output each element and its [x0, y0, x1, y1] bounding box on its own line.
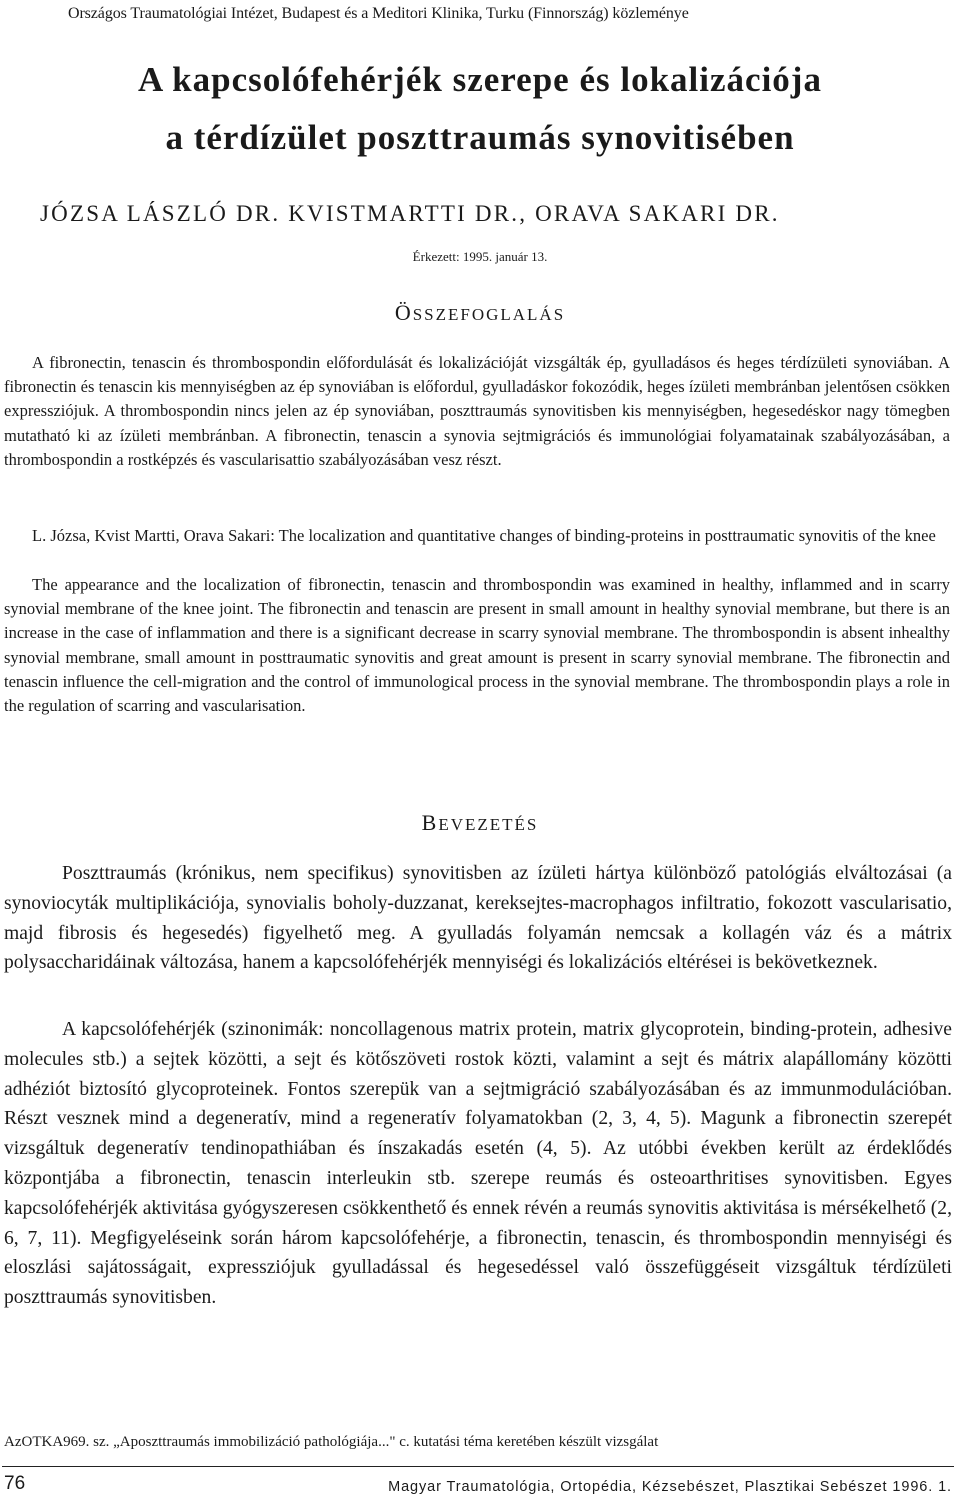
- institute-line: Országos Traumatológiai Intézet, Budapest és a Meditori Klinika, Turku (Finnország) közleménye: [68, 5, 689, 22]
- footnote: AzOTKA969. sz. „Aposzttraumás immobilizáció pathológiája..." c. kutatási téma keretében készült vizsgálat: [4, 1434, 659, 1450]
- introduction-heading-initial: B: [421, 810, 439, 835]
- abstract-heading-rest: SSZEFOGLALÁS: [412, 305, 566, 324]
- abstract-english-title: L. Józsa, Kvist Martti, Orava Sakari: The localization and quantitative changes of binding-proteins in posttraumatic synovitis of the knee: [32, 526, 936, 545]
- article-title-line-2: a térdízület poszttraumás synovitisében: [165, 118, 795, 157]
- footer-divider: [2, 1466, 954, 1467]
- introduction-paragraph-1: Poszttraumás (krónikus, nem specifikus) synovitisben az ízületi hártya különböző patológiás elváltozásai (a synoviocyták multiplikációja, synovialis boholy-duzzanat, kereksejtes-macrophagos infiltratio, fokozott vascularisatio, majd fibrosis és hegesedés) figyelhető meg. A gyulladás folyamán nemcsak a kollagén váz és a mátrix polysaccharidáinak változása, hanem a kapcsolófehérjék mennyiségi és lokalizációs eltérései is bekövetkeznek.: [4, 863, 952, 974]
- abstract-english: The appearance and the localization of fibronectin, tenascin and thrombospondin was examined in healthy, inflammed and in scarry synovial membrane of the knee joint. The fibronectin and tenascin are present in small amount in healthy synovial membrane, but there is an increase in the case of inflammation and there is a significant decrease in scarry synovial membrane. The thrombospondin is absent inhealthy synovial membrane, small amount in posttraumatic synovitis and great amount is present in scarry synovial membrane. The fibronectin and tenascin influence the cell-migration and the control of immunological process in the synovial membrane. The thrombospondin plays a role in the regulation of scarring and vascularisation.: [4, 575, 950, 716]
- journal-citation: Magyar Traumatológia, Ortopédia, Kézsebészet, Plasztikai Sebészet 1996. 1.: [388, 1479, 952, 1495]
- article-title-line-1: A kapcsolófehérjék szerepe és lokalizációja: [138, 60, 822, 99]
- introduction-heading: [0, 809, 960, 839]
- introduction-paragraph-2: A kapcsolófehérjék (szinonimák: noncollagenous matrix protein, matrix glycoprotein, binding-protein, adhesive molecules stb.) a sejtek közötti, a sejt és kötőszöveti rostok közti, valamint a sejt és mátrix alapállomány közötti adhéziót biztosító glycoproteinek. Fontos szerepük van a sejtmigráció szabályozásában és az immunmodulációban. Részt vesznek mind a degeneratív, mind a regeneratív folyamatokban (2, 3, 4, 5). Magunk a fibronectin szerepét vizsgáltuk degeneratív tendinopathiában és ínszakadás esetén (4, 5). Az utóbbi években került az érdeklődés központjába a fibronectin, tenascin interleukin stb. szerepe reumás és osteoarthritises synovitisben. Egyes kapcsolófehérjék aktivitása gyógyszeresen csökkenthető és ennek révén a reumás synovitis aktivitása is mérsékelhető (2, 6, 7, 11). Megfigyeléseink során három kapcsolófehérje, a fibronectin, tenascin, és thrombospondin mennyiségi és eloszlási sajátosságait, expressziójuk gyulladással és hegesedéssel való összefüggéseit vizsgáltuk térdízületi poszttraumás synovitisben.: [4, 1019, 952, 1309]
- page-number: 76: [4, 1473, 26, 1494]
- introduction-heading-rest: EVEZETÉS: [438, 815, 539, 834]
- authors-line: JÓZSA LÁSZLÓ DR. KVISTMARTTI DR., ORAVA SAKARI DR.: [40, 201, 780, 226]
- abstract-heading: [0, 299, 960, 329]
- abstract-heading-initial: Ö: [394, 300, 413, 325]
- abstract-hungarian: A fibronectin, tenascin és thrombospondin előfordulását és lokalizációját vizsgálták ép, gyulladásos és heges térdízületi synoviában. A fibronectin és tenascin kis mennyiségben az ép synoviában is előfordul, gyulladáskor fokozódik, heges ízületi membránban jelentősen csökken expressziójuk. A thrombospondin nincs jelen az ép synoviában, poszttraumás synovitisben kis mennyiségben, hegesedéskor nagy tömegben mutatható ki az ízületi membránban. A fibronectin, tenascin a synovia sejtmigrációs és immunológiai folyamatainak szabályozásában, a thrombospondin a rostképzés és vascularisattio szabályozásában vesz részt.: [4, 353, 950, 469]
- received-date: Érkezett: 1995. január 13.: [412, 249, 548, 264]
